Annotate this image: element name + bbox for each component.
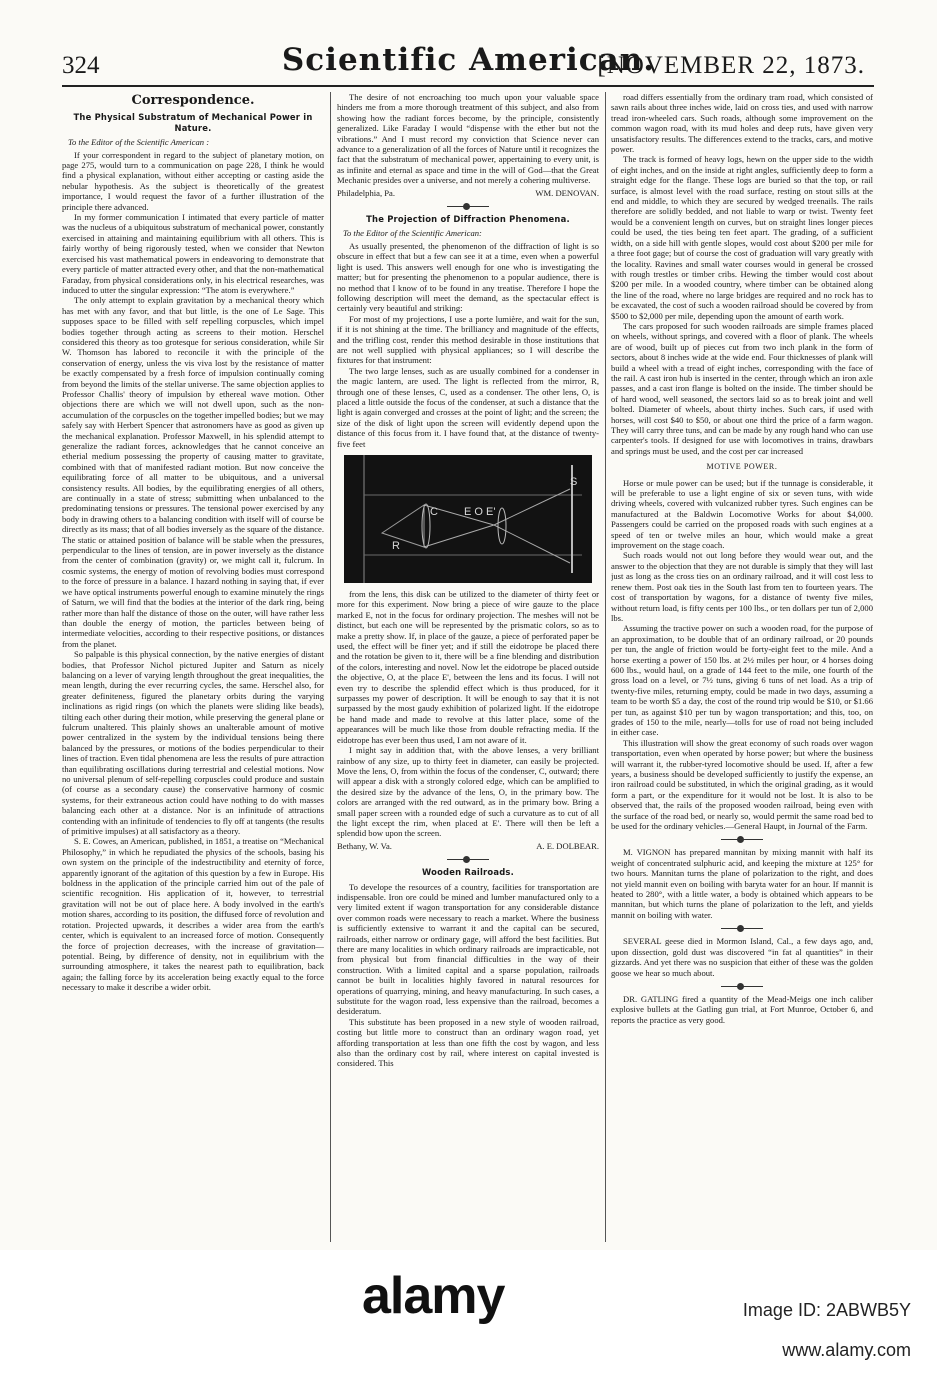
signature-name: WM. DENOVAN.	[535, 187, 599, 198]
paragraph: road differs essentially from the ordinary tram road, which consisted of sawn rails about three inches wide, laid on cross ties, and used with narrow tread iron-wheeled cars. Such roads, although some improvement on the common wagon road, with its mud holes and deep ruts, have given very unsatisfactory results. The differences extend to the tracks, cars, and motive power.	[611, 92, 873, 155]
separator-ornament	[611, 835, 873, 843]
column-divider	[605, 92, 606, 1242]
paragraph: from the lens, this disk can be utilized to the diameter of thirty feet or more for this experiment. Now bring a piece of wire gauze to the place marked E, not in the focus for ordinary projection. The meshes will not be distinct, but each one will be represented by the prismatic colors, so as to make a pretty show. If, in place of the gauze, a piece of perforated paper be used, the effect will be finer yet; and if still the eidotrope be placed there and the rotation be given to it, there will be a fine blending and distribution of the colors, interesting and novel. Now let the eidotrope be placed outside the objective, O, at the place E', between the lens and its focus. I will not even try to describe the splendid effect which is thus produced, for it surpasses my power of description. It will be enough to say that it is not surpassed by the most gaudy exhibition of polarized light. If the eidotrope be hand made and made to revolve at this latter place, some of the appearances will be much like those from double refracting media. If the eidotrope has ever been thus used, I am not aware of it.	[337, 589, 599, 745]
paragraph: DR. GATLING fired a quantity of the Mead-Meigs one inch caliber explosive bullets at the Gatling gun trial, at Fort Munroe, October 6, and reports the practice as very good.	[611, 993, 873, 1025]
label-eoe: E O E'	[464, 506, 496, 518]
paragraph: The track is formed of heavy logs, hewn on the upper side to the width of eight inches, and on the inside at right angles, sufficiently deep to form a straight edge for the flange. These logs are buried so that the top, or rail surface, is almost level with the road surface, resting on stout sills at the end and middle, to which they are secured by wedged treenails. The rails therefore are solidly bedded, and not liable to warp or twist. Twenty feet would be a convenient length on curves, but on straight lines longer pieces could be used, the ties being ten feet apart. The grading, of a sufficient width, on a side hill with gentle slopes, would cost about $200 per mile for a three foot gage; but of course the cost of graduation will vary greatly with the locality. Ravines and small water courses would in general be crossed with rough trestles or timber cribs. Hewing the timber would cost about $200 per mile. In a wooded country, where timber can be obtained along the line of the road, where no large bridges are required and no rock has to be excavated, the cost of such a wooden railroad should be covered by from $500 to $2,000 per mile, depending upon the amount of earth work.	[611, 154, 873, 321]
article-title: The Physical Substratum of Mechanical Power in Nature.	[73, 112, 313, 133]
label-s: S	[570, 476, 578, 488]
salutation: To the Editor of the Scientific American :	[68, 137, 210, 148]
paragraph: The cars proposed for such wooden railroads are simple frames placed on wheels, without springs, and covered with a floor of plank. The wheels are of wood, built up of pieces cut from two inch plank in the form of sectors, about 8 inches wide at the wide end. Four thicknesses of plank will build a wheel with a tread of eight inches, corresponding with the face of the rail. A cast iron hub is inserted in the center, through which an iron axle passes, and a cast iron flange is bolted on the inside. The timber should be of hard wood, well seasoned, the sectors laid so as to break joint and well bolted. Diameter of wheels, about thirty inches. Such cars, if used with horses, will cost $40 to $50, or about one third the price of a farm wagon. They will carry three tuns, and can be made by any rough hand who can use carpenter's tools. If designed for use with locomotives in trains, drawbars and springs must be used, and the cost per car increased	[611, 320, 873, 456]
sub-heading: MOTIVE POWER.	[706, 462, 778, 472]
article-title: The Projection of Diffraction Phenomena.	[366, 214, 570, 225]
paragraph: Assuming the tractive power on such a wooden road, for the purpose of an approximation, to be double that of an ordinary railroad, or 20 pounds per tun, the angle of friction would be forty-eight feet to the mile. And a horse exerting a power of 150 lbs. at 2½ miles per hour, or 4 horses doing 600 lbs., would haul, on a grade of 144 feet to the mile, one fourth of the gross load on a level, or 7½ tuns, giving 6 tuns of net load. As a trip of twenty-five miles, returning empty, could be made in two days, assuming a team to be worth $5 a day, the cost of the round trip would be $10, or $1.66 per tun, as against $10 per tun by wagon transportation; and this, too, on grades of 150 to the mile, nearly—tolls for use of road not being included in either case.	[611, 623, 873, 738]
label-c: C	[430, 506, 438, 518]
paragraph: S. E. Cowes, an American, published, in 1851, a treatise on “Mechanical Philosophy,” in which he repudiated the physics of the schools, basing his own system on the principle of the indestructibility and eternity of force, apparently ignorant of the agitation of this question by a few in Europe. His boldness in the application of the principle carried him out of the pale of scientific recognition. His application of it, however, to terrestrial gravitation will not be out of place here. A body involved in the earth's motion shares, according to its position, the diffused force of revolution and rotation. Projected upwards, it describes a wider area from the earth's center, which is equivalent to an increased force of motion. Consequently the force of projection decreases, with the increase of gravitation—potential. Being, by difference of density, not in equilibrium with the surrounding atmosphere, it takes the nearest path to equilibration, back again; the falling force by its acceleration being exactly equal to the force necessary to make it describe a wider orbit.	[62, 836, 324, 993]
paragraph: As usually presented, the phenomenon of the diffraction of light is so obscure in effect that but a few can see it at a time, even when a powerful light is used. This answers well enough for one who is investigating the matter; but for presenting the phenomenon to a popular audience, there is no method that I know of to be found in any treatise. Therefore I hope the following description will meet the demand, as the spectacular effect is certainly very beautiful and striking:	[337, 240, 599, 314]
diffraction-diagram	[344, 455, 592, 583]
article-title: Wooden Railroads.	[422, 867, 514, 878]
paragraph: In my former communication I intimated that every particle of matter was the nucleus of a ubiquitous substratum of mechanical power, constantly exercised in attaining and maintaining equilibrium with all others. This is fairly worthy of being rigorously tested, when we consider that Newton exercised his vast mathematical powers in endeavoring to demonstrate that every particle of matter attracted every other, and that the non-mathematical Faraday, from physical considerations only, in his electrical researches, was induced to utter the singular expression: “The atom is everywhere.”	[62, 212, 324, 295]
paragraph: M. VIGNON has prepared mannitan by mixing mannit with half its weight of concentrated sulphuric acid, and keeping the mixture at 125° for two hours. Mannitan turns the plane of polarization to the right, and does not yield mannit even on boiling with baryta water for an hour. If mannit is heated to 280°, with a little water, a body is obtained which appears to be mannitan, but which turns the plane of polarization to the left, and yields mannit on boiling with water.	[611, 847, 873, 920]
column-divider	[330, 92, 331, 1242]
paragraph: To develope the resources of a country, facilities for transportation are indispensable. Iron ore could be mined and lumber manufactured only to a very limited extent if wagon transportation for any considerable distance over common roads were necessary to reach a market. Where the business is sufficiently extensive to warrant it and the capital can be secured, railroads, either narrow or ordinary gage, will afford the best facilities. But there are many localities in which ordinary railroads are impracticable, not from physical but from financial difficulties in the way of their construction. With a limited capital and a sparse population, railroads cannot be built in localities highly favored in natural resources for operations of quarrying, mining, and heavy manufacturing. In such cases, a substitute for the wagon road, less expensive than the railroad, becomes a desideratum.	[337, 881, 599, 1017]
paragraph: I might say in addition that, with the above lenses, a very brilliant rainbow of any size, up to thirty feet in diameter, can easily be projected. Move the lens, O, from within the focus of the condenser, C, outward; there will appear a disk with a strongly colored edge, which can be amplified to the desired size by the advance of the lens, O, in the primary bow. The colors are arranged with the red outward, as in the primary bow. Bring a small paper screen with a rounded edge of such a curvature as to cut of all the light except the rim, when placed at E'. There will then be left a splendid bow upon the screen.	[337, 745, 599, 839]
paragraph: The desire of not encroaching too much upon your valuable space hinders me from a more thorough treatment of this subject, and also from showing how the radiant forces become, by the principle, consistently generalized. Like Faraday I would “dispense with the ether but not the vibrations.” And I must record my conviction that Science never can advance to a generalization of all the forces of Nature until it recognizes the fact that the substratum of mechanical power, appertaining to every unit, is as infinite and eternal as space and time in the will of God—that the Great Mechanic presides over a universe, and not merely a cohering multiverse.	[337, 92, 599, 186]
paragraph: This illustration will show the great economy of such roads over wagon transportation, even when operated by horse power; but where the business will warrant it, the rubber-tyred locomotive should be used. If, after a few years, a business should be developed sufficiently to justify the expense, an iron railroad could be substituted, in which the original grading, as it would form a part, or the expenditure for it would not be lost. It is also to be observed that, the rails of the proposed wooden railroad, being even with the surface of the road bed, or nearly so, would permit the same road bed to be used for the ordinary vehicles.—General Haupt, in Journal of the Farm.	[611, 737, 873, 832]
separator-ornament	[611, 982, 873, 990]
paragraph: SEVERAL geese died in Mormon Island, Cal., a few days ago, and, upon dissection, gold dust was discovered “in fat al quantities” in their gizzards. And yet there was no suspicion that either of these was the golden goose we hear so much about.	[611, 936, 873, 978]
paragraph: The two large lenses, such as are usually combined for a condenser in the magic lantern, are used. The light is reflected from the mirror, R, through one of these lenses, C, used as a condenser. The other lens, O, is placed a little outside the focus of the condenser, at such a distance that the light is again converged and crosses at the point of light; and the screen; the size of the disk of light upon the screen will evidently depend upon the distance of this focus from it. I have found that, at the distance of twenty-five feet	[337, 365, 599, 449]
header-rule	[62, 85, 874, 87]
signature-line	[337, 188, 599, 198]
masthead: Scientific American.	[281, 42, 656, 78]
label-r: R	[392, 540, 400, 552]
signature-place: Philadelphia, Pa.	[337, 187, 395, 198]
separator-ornament	[337, 855, 599, 863]
page-number: 324	[62, 52, 100, 79]
column-3	[611, 92, 873, 1244]
image-id-text: Image ID: 2ABWB5Y	[742, 1300, 911, 1320]
separator-ornament	[611, 924, 873, 932]
signature-name: A. E. DOLBEAR.	[536, 840, 599, 851]
column-2	[337, 92, 599, 1244]
signature-place: Bethany, W. Va.	[337, 840, 392, 851]
separator-ornament	[337, 202, 599, 210]
paragraph: Horse or mule power can be used; but if the tunnage is considerable, it will be preferable to use a light engine of six or seven tuns, with wide driving wheels, covered with vulcanized rubber tyres. Such engines can be manufactured at the Baldwin Locomotive Works for about $4,000. Passengers could be carried on the proposed roads with such engines at a speed of ten or twelve miles an hour, which would make a great improvement on the stage coach.	[611, 477, 873, 551]
paragraph: The only attempt to explain gravitation by a mechanical theory which has met with any favor, and that but little, is the one of Le Sage. This supposes space to be filled with self repelling corpuscles, which impel bodies together through acting as screens to their motion. Herschel considered this theory as too grotesque for serious consideration, while Sir W. Thomson has labored to reconcile it with the principle of the conservation of energy, unless the vis viva lost by the resistance of matter be exactly compensated by a fresh force of impulsion continually coming from beyond the limits of the stellar universe. The same objection applies to Professor Challis' theory of impulsion by ethereal wave motion. Other objections there are which we will not dwell upon, such as the non-accumulation of the corpuscles on the together impelled bodies; but we may safely say with Herbert Spencer that astronomers have as good as given up the mechanical explanation. Professor Maxwell, in his splendid attempt to generalize the radiant forces, acknowledges that he cannot conceive an etherial medium possessing the property of causing matter to gravitate, combined with that of manifested radiant motion. But now conceive the equilibrating force of all matter to be ubiquitous, and a universal consistency results. All bodies, by the equilibrating energies of all others, are continually in a state of stress; submitting when unbalanced to the predominating tensions or pressures. The tensional power exercised by any body in drawing others to a balancing condition with itself will of course be directly as its mass; that of all bodies inversely as the square of the distance. The static or attained position of balance will be stable when the pressures, perpendicular to the lines of tension, are in power inversely as the distance from the center of combination (gravity) or, we might call it, fulcrum. In cosmic systems, the energy of motion of revolving bodies must correspond to the force of pressure in a balance. I hazard nothing in saying that, if ever we have optical instruments powerful enough to examine minutely the rings of Saturn, we will find that the bodies at the interior of the dark ring, being rather more than half the distance of those on the outer, will have rather less than double the energy of motion, the particles between being of intermediate velocities, according to their respective positions, or distances from the planet.	[62, 295, 324, 649]
watermark-logo: alamy	[362, 1267, 505, 1325]
issue-date: [NOVEMBER 22, 1873.	[597, 52, 865, 79]
paragraph: Such roads would not out long before they would wear out, and the answer to the objection that they are not durable is simply that they will last just as long as the cross ties on an ordinary railroad, and it will cost less to renew them. Post oak ties in the South last from ten to fourteen years. The cost of transportation by wagons, for a distance of twenty five miles, without return load, is fifty cents per 100 lbs., or ten dollars per tun of 2,000 lbs.	[611, 550, 873, 623]
watermark-url: www.alamy.com	[782, 1340, 911, 1360]
salutation: To the Editor of the Scientific American:	[343, 228, 482, 239]
paragraph: So palpable is this physical connection, by the native energies of distant bodies, that Professor Nichol pictured Jupiter and Saturn as nicely balancing on a lever of varying length throughout the great inequalities, the mean length, during the ever recurring cycles, the same. Herschel also, for greater definiteness, figured the planetary orbits during the varying inclinations as rigid rings (on which the planets were sliding like beads), tilting each other during their motion, while preserving the general plane or fulcrum unaltered. This plainly shows an unalterable amount of motive power centralized in the system by the individual tensions being there balanced by the pressures, or motions of the bodies perpendicular to their lines of traction. Even tidal phenomena are less the results of pure attraction than equilibrating oscillations during terrestrial and celestial motions. Now no universal plenum of self-repelling corpuscles could produce and sustain (of course as a secondary cause) the conservative harmony of cosmic systems, for their extraneous action could have nothing to do with masses balancing each other at a distance. Nor is an infinitude of attractions contending with an infinitude of tendencies to fly off at tangents (the results of primitive impulses) at all satisfactory as a theory.	[62, 649, 324, 837]
paragraph: For most of my projections, I use a porte lumière, and wait for the sun, if it is not shining at the time. The brilliancy and magnitude of the effects, and the trifling cost, render this method desirable in those institutions that are not well supplied with physical appliances; so I will describe the fixtures for that instrument:	[337, 313, 599, 366]
paragraph: This substitute has been proposed in a new style of wooden railroad, costing but little more to construct than an ordinary wagon road, yet affording transportation at less than one fifth the cost by wagon, and less also than the ordinary cost by rail, where interest on capital invested is considered. This	[337, 1016, 599, 1069]
paragraph: If your correspondent in regard to the subject of planetary motion, on page 275, would turn to a communication on page 228, I think he would find a physical explanation, without either accepting or casting aside the nebular hypothesis. As the subject is theoretically of the greatest importance, I would request the favor of a further illustration of the principle there advanced.	[62, 149, 324, 212]
diagram-drawing	[344, 455, 592, 583]
signature-line	[337, 841, 599, 851]
section-heading: Correspondence.	[131, 93, 255, 108]
column-1	[62, 92, 324, 1244]
